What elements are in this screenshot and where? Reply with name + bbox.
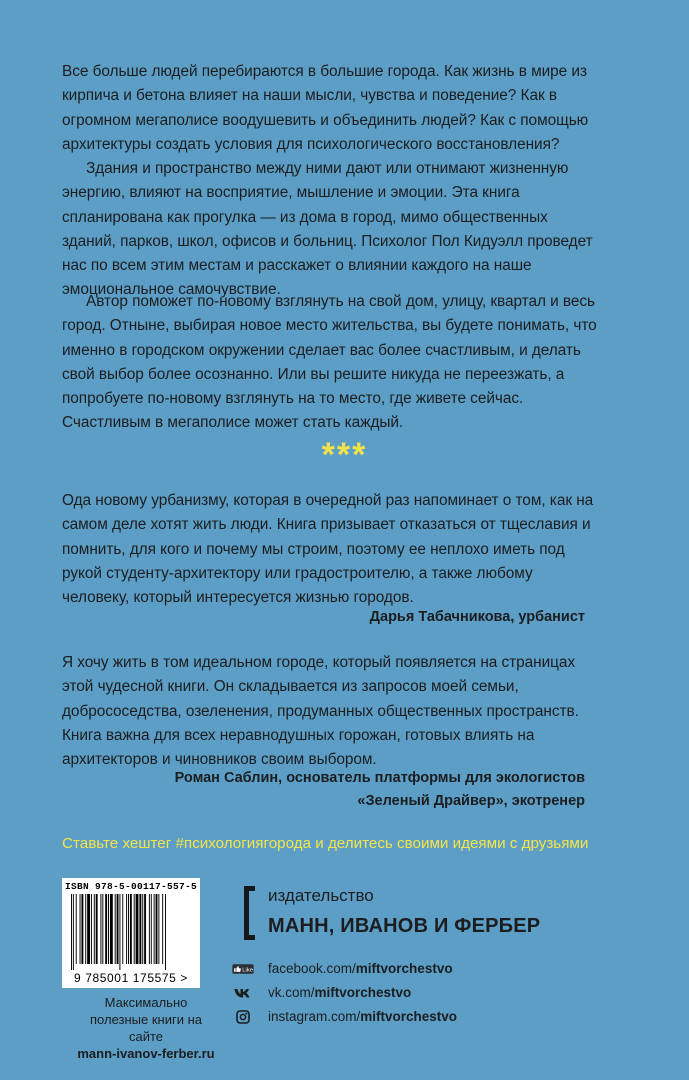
- barcode-bar: [110, 894, 113, 964]
- barcode-bar: [130, 894, 132, 964]
- barcode-bar: [100, 894, 101, 964]
- barcode-bar: [94, 894, 95, 964]
- instagram-handle: miftvorchestvo: [360, 1009, 458, 1024]
- barcode-bar: [71, 894, 72, 970]
- barcode-bar: [102, 894, 103, 964]
- social-facebook[interactable]: [232, 959, 453, 979]
- ean-digits: 9 785001 175575 >: [74, 971, 188, 985]
- barcode-bar: [119, 894, 120, 970]
- facebook-handle: miftvorchestvo: [355, 961, 453, 976]
- facebook-link[interactable]: [268, 960, 453, 978]
- barcode-bar: [149, 894, 150, 964]
- barcode-bar: [165, 894, 166, 970]
- barcode-bar: [108, 894, 109, 964]
- description-paragraph-2: Здания и пространство между ними дают или отнимают жизненную энергию, влияют на восприятие, мышление и эмоции. Эта книга спланирована как прогулка — из дома в город, мимо общественных зданий, парков, школ, офисов и больниц. Психолог Пол Кидуэлл проведет нас по всем этим местам и расскажет о влиянии каждого на наше эмоциональное самочувствие.: [62, 160, 593, 299]
- barcode-bar: [96, 894, 98, 964]
- review-1-text: Ода новому урбанизму, которая в очередной раз напоминает о том, как на самом деле хотят жить люди. Книга призывает отказаться от тщеславия и помнить, для кого и почему мы строим, поэтому ее неплохо иметь под рукой студенту-архитектору или градостроителю, а также любому человеку, который интересуется жизнью городов.: [62, 492, 594, 607]
- barcode-bar: [158, 894, 159, 964]
- barcode-bar: [151, 894, 152, 964]
- facebook-like-icon: [232, 962, 254, 977]
- vk-prefix: vk.com/: [268, 985, 315, 1000]
- publisher-name: МАНН, ИВАНОВ И ФЕРБЕР: [268, 915, 541, 937]
- barcode-bar: [91, 894, 92, 964]
- site-note: [76, 994, 216, 1062]
- barcode-bar: [142, 894, 143, 964]
- site-note-text: Максимально полезные книги на сайте: [90, 995, 202, 1044]
- barcode-bar: [162, 894, 163, 964]
- barcode-bar: [81, 894, 83, 964]
- publisher-logo-bracket: [244, 886, 255, 940]
- social-vk[interactable]: [232, 983, 411, 1003]
- review-2-author-line-1: Роман Саблин, основатель платформы для экологистов: [174, 770, 585, 786]
- barcode-bar: [128, 894, 129, 964]
- barcode-bar: [139, 894, 141, 964]
- review-2-author-line-2: «Зеленый Драйвер», экотренер: [357, 793, 585, 809]
- barcode-bar: [122, 894, 123, 964]
- barcode-bar: [80, 894, 81, 964]
- barcode-bar: [126, 894, 127, 964]
- barcode-bar: [73, 894, 74, 970]
- vk-handle: miftvorchestvo: [314, 985, 412, 1000]
- review-1-author: Дарья Табачникова, урбанист: [369, 609, 585, 625]
- barcode-bars-icon: [71, 894, 191, 970]
- vk-link[interactable]: [268, 984, 411, 1002]
- barcode-bar: [105, 894, 107, 964]
- barcode-bar: [144, 894, 146, 964]
- barcode-bar: [154, 894, 155, 964]
- barcode-bar: [115, 894, 116, 964]
- publisher-site-link[interactable]: mann-ivanov-ferber.ru: [77, 1046, 215, 1061]
- vk-icon: [232, 986, 254, 1001]
- instagram-icon: [232, 1010, 254, 1025]
- barcode-bar: [87, 894, 90, 964]
- barcode-bar: [117, 894, 119, 964]
- barcode-bar: [156, 894, 158, 964]
- isbn-number: ISBN 978-5-00117-557-5: [64, 881, 198, 892]
- instagram-link[interactable]: [268, 1008, 457, 1026]
- isbn-barcode: [62, 878, 200, 988]
- like-label: Like: [242, 967, 254, 974]
- facebook-prefix: facebook.com/: [268, 961, 356, 976]
- description-paragraph-3: Автор поможет по-новому взглянуть на свой дом, улицу, квартал и весь город. Отныне, выбирая новое место жительства, вы будете понимать, что именно в городском окружении сделает вас более счастливым, и делать свой выбор более осознанно. Или вы решите никуда не переезжать, а попробуете по-новому взглянуть на то место, где живете сейчас. Счастливым в мегаполисе может стать каждый.: [62, 293, 597, 432]
- review-2-text: Я хочу жить в том идеальном городе, который появляется на страницах этой чудесной книги. Он складывается из запросов моей семьи, добрососедства, озеленения, продуманных общественных пространств. Книга важна для всех неравнодушных горожан, готовых влиять на архитекторов и чиновников своим выбором.: [62, 654, 579, 769]
- section-separator: ***: [321, 436, 368, 474]
- instagram-prefix: instagram.com/: [268, 1009, 361, 1024]
- barcode-bar: [136, 894, 139, 964]
- barcode-bar: [134, 894, 135, 964]
- publisher-kind: издательство: [268, 886, 374, 905]
- social-instagram[interactable]: [232, 1007, 457, 1027]
- description-paragraph-1: Все больше людей перебираются в большие города. Как жизнь в мире из кирпича и бетона влияет на наши мысли, чувства и поведение? Как в огромном мегаполисе воодушевить и объединить людей? Как с помощью архитектуры создать условия для психологического восстановления?: [62, 63, 589, 153]
- barcode-bar: [76, 894, 77, 964]
- barcode-bar: [85, 894, 86, 964]
- hashtag-call: Ставьте хештег #психологиягорода и делитесь своими идеями с друзьями: [62, 835, 589, 852]
